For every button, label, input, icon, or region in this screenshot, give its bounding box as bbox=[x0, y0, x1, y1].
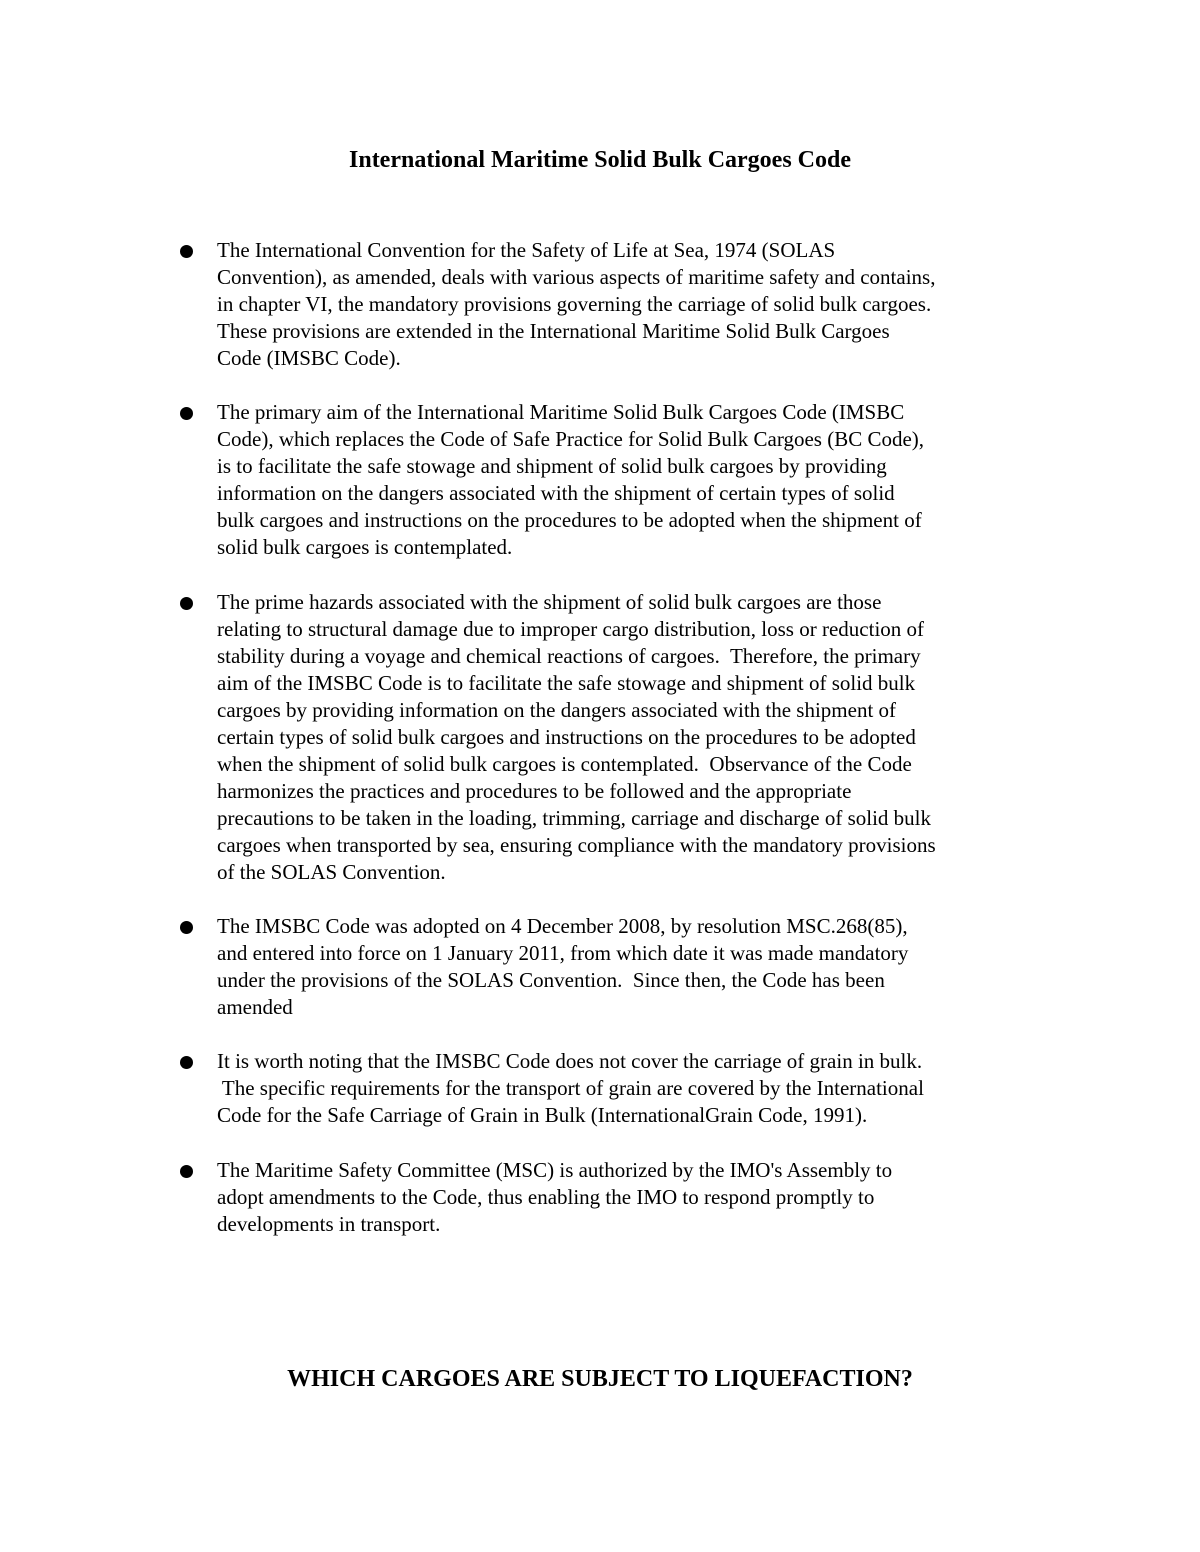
bullet-icon bbox=[180, 1056, 193, 1069]
bullet-icon bbox=[180, 407, 193, 420]
bullet-line: adopt amendments to the Code, thus enabling the IMO to respond promptly to bbox=[217, 1185, 875, 1209]
bullet-line: stability during a voyage and chemical reactions of cargoes. Therefore, the primary bbox=[217, 644, 921, 668]
bullet-line: It is worth noting that the IMSBC Code does not cover the carriage of grain in bulk. bbox=[217, 1049, 923, 1073]
bullet-line: and entered into force on 1 January 2011, from which date it was made mandatory bbox=[217, 941, 909, 965]
bullet-line: of the SOLAS Convention. bbox=[217, 860, 446, 884]
bullet-text bbox=[217, 1157, 1032, 1238]
bullet-line: developments in transport. bbox=[217, 1212, 441, 1236]
bullet-line: bulk cargoes and instructions on the procedures to be adopted when the shipment of bbox=[217, 508, 922, 532]
document-title: International Maritime Solid Bulk Cargoes Code bbox=[349, 147, 851, 173]
bullet-line: The International Convention for the Safety of Life at Sea, 1974 (SOLAS bbox=[217, 238, 836, 262]
bullet-line: cargoes when transported by sea, ensuring compliance with the mandatory provisions bbox=[217, 833, 936, 857]
bullet-line: information on the dangers associated with the shipment of certain types of solid bbox=[217, 481, 895, 505]
bullet-line: amended bbox=[217, 995, 293, 1019]
bullet-text bbox=[217, 399, 1032, 561]
bullet-line: harmonizes the practices and procedures to be followed and the appropriate bbox=[217, 779, 852, 803]
bullet-text bbox=[217, 1048, 1032, 1129]
bullet-icon bbox=[180, 245, 193, 258]
bullet-text bbox=[217, 589, 1032, 886]
bullet-line: solid bulk cargoes is contemplated. bbox=[217, 535, 513, 559]
bullet-line: These provisions are extended in the International Maritime Solid Bulk Cargoes bbox=[217, 319, 890, 343]
bullet-icon bbox=[180, 921, 193, 934]
bullet-line: The IMSBC Code was adopted on 4 December 2008, by resolution MSC.268(85), bbox=[217, 914, 908, 938]
bullet-line: Code for the Safe Carriage of Grain in Bulk (InternationalGrain Code, 1991). bbox=[217, 1103, 868, 1127]
bullet-line: is to facilitate the safe stowage and shipment of solid bulk cargoes by providing bbox=[217, 454, 887, 478]
bullet-line: when the shipment of solid bulk cargoes is contemplated. Observance of the Code bbox=[217, 752, 912, 776]
bullet-icon bbox=[180, 1165, 193, 1178]
bullet-line: The Maritime Safety Committee (MSC) is authorized by the IMO's Assembly to bbox=[217, 1158, 893, 1182]
bullet-line: aim of the IMSBC Code is to facilitate the safe stowage and shipment of solid bulk bbox=[217, 671, 916, 695]
bullet-text bbox=[217, 237, 1032, 372]
bullet-line: Code), which replaces the Code of Safe Practice for Solid Bulk Cargoes (BC Code), bbox=[217, 427, 925, 451]
bullet-line: in chapter VI, the mandatory provisions governing the carriage of solid bulk cargoes. bbox=[217, 292, 932, 316]
bullet-line: relating to structural damage due to improper cargo distribution, loss or reduction of bbox=[217, 617, 925, 641]
bullet-icon bbox=[180, 597, 193, 610]
bullet-line: The specific requirements for the transport of grain are covered by the International bbox=[217, 1076, 924, 1100]
bullet-line: cargoes by providing information on the dangers associated with the shipment of bbox=[217, 698, 897, 722]
bullet-line: The primary aim of the International Maritime Solid Bulk Cargoes Code (IMSBC bbox=[217, 400, 905, 424]
section-heading: WHICH CARGOES ARE SUBJECT TO LIQUEFACTION? bbox=[287, 1366, 913, 1392]
bullet-text bbox=[217, 913, 1032, 1021]
bullet-line: certain types of solid bulk cargoes and instructions on the procedures to be adopted bbox=[217, 725, 916, 749]
bullet-line: precautions to be taken in the loading, trimming, carriage and discharge of solid bulk bbox=[217, 806, 931, 830]
bullet-line: Code (IMSBC Code). bbox=[217, 346, 401, 370]
bullet-line: Convention), as amended, deals with various aspects of maritime safety and contains, bbox=[217, 265, 936, 289]
bullet-line: The prime hazards associated with the shipment of solid bulk cargoes are those bbox=[217, 590, 882, 614]
bullet-line: under the provisions of the SOLAS Convention. Since then, the Code has been bbox=[217, 968, 885, 992]
